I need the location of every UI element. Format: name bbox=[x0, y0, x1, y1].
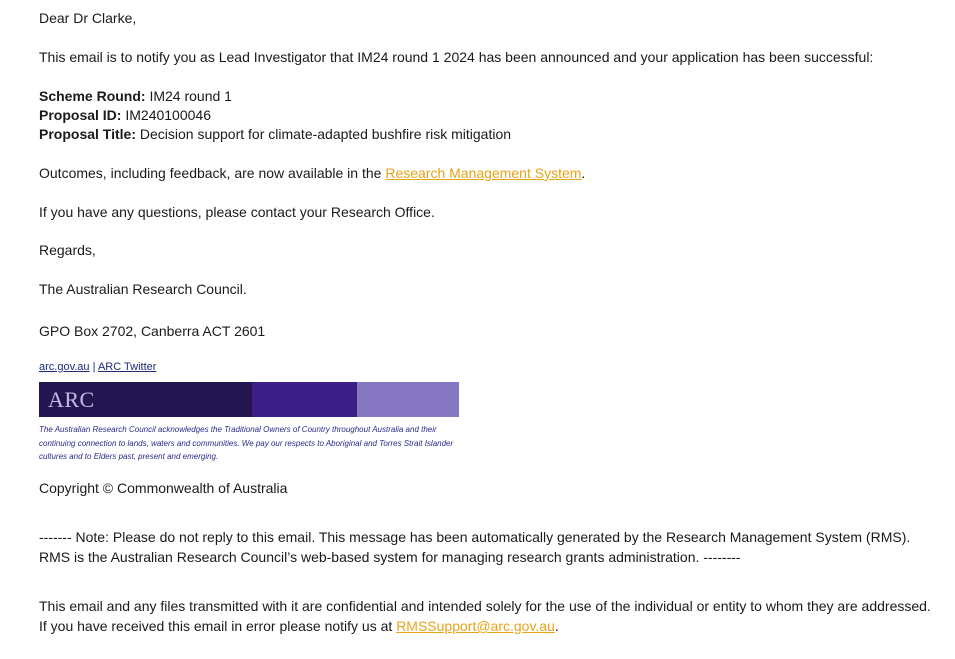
sender-text: The Australian Research Council. bbox=[39, 281, 247, 297]
rms-support-email-link[interactable]: RMSSupport@arc.gov.au bbox=[396, 618, 555, 634]
proposal-id-line bbox=[39, 106, 211, 124]
proposal-title-line bbox=[39, 125, 511, 143]
arc-banner bbox=[39, 382, 459, 417]
banner-segment-light bbox=[357, 382, 459, 417]
confidential-prefix: This email and any files transmitted with it are confidential and intended solely for the use of the individual or entity to whom they are addressed. If you have received this email in error please notify us at bbox=[39, 598, 931, 634]
outcomes-suffix: . bbox=[581, 165, 586, 181]
proposal-id-value: IM240100046 bbox=[121, 107, 211, 123]
outcomes-prefix: Outcomes, including feedback, are now available in the bbox=[39, 165, 386, 181]
note-text: ------- Note: Please do not reply to this email. This message has been automatically generated by the Research Management System (RMS). RMS is the Australian Research Council’s web-based system for managing research grants administration. -------- bbox=[39, 529, 911, 565]
proposal-id-label: Proposal ID: bbox=[39, 107, 122, 123]
rms-link[interactable]: Research Management System bbox=[385, 165, 582, 181]
scheme-round-line bbox=[39, 87, 232, 105]
questions-text: If you have any questions, please contact your Research Office. bbox=[39, 204, 435, 220]
copyright-text: Copyright © Commonwealth of Australia bbox=[39, 480, 288, 496]
acknowledgement-text: The Australian Research Council acknowledges the Traditional Owners of Country throughout Australia and their continuing connection to lands, waters and communities. We pay our respects to Aboriginal and Torres Strait Islander cultures and to Elders past, present and emerging. bbox=[39, 425, 454, 461]
arc-logo: ARC bbox=[48, 387, 95, 412]
footer-links bbox=[39, 358, 156, 374]
proposal-title-value: Decision support for climate-adapted bushfire risk mitigation bbox=[135, 126, 512, 142]
banner-segment-mid bbox=[252, 382, 357, 417]
scheme-round-label: Scheme Round: bbox=[39, 88, 146, 104]
confidential-text bbox=[39, 596, 939, 636]
address-text: GPO Box 2702, Canberra ACT 2601 bbox=[39, 323, 266, 339]
banner-segment-dark bbox=[39, 382, 252, 417]
scheme-round-value: IM24 round 1 bbox=[145, 88, 232, 104]
arc-site-link[interactable]: arc.gov.au bbox=[39, 361, 90, 373]
link-separator: | bbox=[89, 361, 98, 373]
proposal-title-label: Proposal Title: bbox=[39, 126, 136, 142]
greeting: Dear Dr Clarke, bbox=[39, 10, 137, 26]
confidential-suffix: . bbox=[554, 618, 559, 634]
regards-text: Regards, bbox=[39, 242, 96, 258]
intro-text: This email is to notify you as Lead Investigator that IM24 round 1 2024 has been announced and your application has been successful: bbox=[39, 49, 874, 65]
outcomes-line bbox=[39, 164, 585, 182]
arc-twitter-link[interactable]: ARC Twitter bbox=[97, 361, 157, 373]
